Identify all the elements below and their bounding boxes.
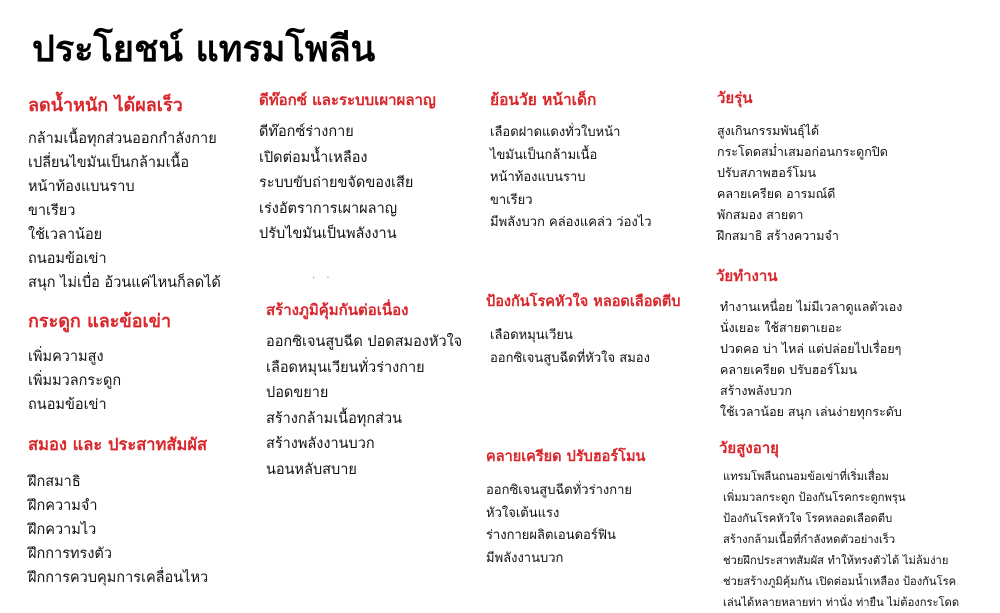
list-item: เพิ่มมวลกระดูก (28, 373, 122, 389)
list-item: มีพลังบวก คล่องแคล่ว ว่องไว (490, 215, 652, 230)
list-item: เร่งอัตราการเผาผลาญ (259, 200, 398, 217)
section-heading: คลายเครียด ปรับฮอร์โมน (486, 449, 646, 465)
section-working (716, 264, 902, 422)
list-item: กล้ามเนื้อทุกส่วนออกกำลังกาย (28, 131, 217, 147)
section-bones-knees (28, 306, 171, 417)
section-elderly (719, 436, 959, 613)
item-list (28, 470, 208, 590)
item-list (723, 466, 959, 613)
item-list (490, 122, 652, 235)
section-heading: ย้อนวัย หน้าเด็ก (490, 91, 597, 109)
section-heart (486, 290, 680, 370)
list-item: ฝึกสมาธิ สร้างความจำ (717, 228, 839, 243)
section-brain-nerves (28, 432, 208, 590)
stray-dots: . . (312, 270, 334, 281)
section-heading: วัยสูงอายุ (719, 439, 779, 457)
section-stress (486, 445, 645, 570)
list-item: หน้าท้องแบนราบ (490, 170, 586, 185)
list-item: ไขมันเป็นกล้ามเนื้อ (490, 147, 598, 163)
item-list (259, 120, 436, 248)
list-item: ถนอมข้อเข่า (28, 251, 107, 267)
list-item: ออกซิเจนสูบฉีดทั่วร่างกาย (486, 483, 633, 498)
list-item: ใช้เวลาน้อย สนุก เล่นง่ายทุกระดับ (720, 404, 902, 419)
list-item: เลือดหมุนเวียนทั่วร่างกาย (266, 359, 425, 376)
list-item: นอนหลับสบาย (266, 461, 357, 478)
item-list (490, 325, 680, 370)
list-item: ป้องกันโรคหัวใจ โรคหลอดเลือดตีบ (723, 512, 893, 525)
list-item: ฝึกความจำ (28, 498, 98, 514)
section-teen (717, 86, 888, 246)
list-item: ร่างกายผลิตเอนดอร์ฟิน (486, 528, 616, 543)
section-heading: ป้องกันโรคหัวใจ หลอดเลือดตีบ (486, 294, 681, 310)
section-heading: ลดน้ำหนัก ได้ผลเร็ว (28, 95, 183, 116)
list-item: สูงเกินกรรมพันธุ์ได้ (717, 123, 820, 138)
list-item: เลือดหมุนเวียน (490, 328, 573, 343)
list-item: ถนอมข้อเข่า (28, 397, 107, 413)
list-item: คลายเครียด ปรับฮอร์โมน (720, 362, 858, 377)
list-item: ฝึกความไว (28, 522, 97, 538)
list-item: มีพลังงานบวก (486, 550, 564, 566)
list-item: ปรับไขมันเป็นพลังงาน (259, 226, 397, 242)
item-list (720, 296, 902, 422)
list-item: ช่วยฝึกประสาทสัมผัส ทำให้ทรงตัวได้ ไม่ล้มง่าย (723, 554, 949, 567)
section-lose-weight (28, 90, 221, 295)
page-title: ประโยชน์ แทรมโพลีน (32, 29, 376, 70)
list-item: หน้าท้องแบนราบ (28, 179, 135, 195)
list-item: เพิ่มมวลกระดูก ป้องกันโรคกระดูกพรุน (723, 491, 906, 504)
section-immunity (266, 298, 462, 483)
list-item: แทรมโพลีนถนอมข้อเข่าที่เริ่มเสื่อม (723, 470, 889, 483)
list-item: เพิ่มความสูง (28, 349, 104, 365)
list-item: ฝึกสมาธิ (28, 474, 81, 490)
list-item: เปลี่ยนไขมันเป็นกล้ามเนื้อ (28, 155, 190, 171)
list-item: ขาเรียว (490, 192, 533, 208)
list-item: เลือดฝาดแดงทั่วใบหน้า (490, 125, 621, 140)
list-item: ระบบขับถ่ายขจัดของเสีย (259, 175, 414, 191)
list-item: สร้างกล้ามเนื้อที่กำลังหดตัวอย่างเร็ว (723, 533, 896, 546)
item-list (266, 330, 462, 483)
list-item: สร้างพลังบวก (720, 383, 792, 398)
item-list (28, 127, 221, 295)
list-item: ปวดคอ บ่า ไหล่ แต่ปล่อยไปเรื่อยๆ (720, 341, 902, 356)
section-heading: สมอง และ ประสาทสัมผัส (28, 435, 208, 454)
list-item: ปอดขยาย (266, 385, 329, 401)
list-item: พักสมอง สายตา (717, 207, 804, 222)
list-item: ปรับสภาพฮอร์โมน (717, 165, 817, 180)
list-item: ใช้เวลาน้อย (28, 227, 103, 243)
item-list (28, 345, 171, 417)
list-item: ขาเรียว (28, 203, 76, 219)
section-heading: วัยทำงาน (716, 267, 778, 285)
section-heading: ดีท๊อกซ์ และระบบเผาผลาญ (259, 91, 436, 109)
list-item: กระโดดสม่ำเสมอก่อนกระดูกปิด (717, 144, 888, 159)
list-item: นั่งเยอะ ใช้สายตาเยอะ (720, 320, 842, 335)
list-item: ทำงานเหนื่อย ไม่มีเวลาดูแลตัวเอง (720, 299, 903, 314)
list-item: หัวใจเต้นแรง (486, 505, 560, 521)
list-item: เปิดต่อมน้ำเหลือง (259, 149, 368, 166)
list-item: ดีท๊อกซ์ร่างกาย (259, 124, 354, 140)
list-item: ออกซิเจนสูบฉีด ปอดสมองหัวใจ (266, 334, 463, 350)
section-detox (259, 88, 436, 248)
list-item: สร้างพลังงานบวก (266, 436, 375, 452)
list-item: ฝึกการควบคุมการเคลื่อนไหว (28, 570, 209, 586)
section-heading: กระดูก และข้อเข่า (28, 311, 172, 332)
item-list (486, 480, 645, 570)
list-item: คลายเครียด อารมณ์ดี (717, 186, 836, 201)
section-heading: วัยรุ่น (717, 89, 753, 107)
list-item: ช่วยสร้างภูมิคุ้มกัน เปิดต่อมน้ำเหลือง ป้องกันโรค (723, 575, 957, 588)
list-item: สนุก ไม่เบื่อ อ้วนแค่ไหนก็ลดได้ (28, 275, 221, 291)
section-youthful (490, 87, 652, 235)
section-heading: สร้างภูมิคุ้มกันต่อเนื่อง (266, 301, 409, 319)
item-list (717, 120, 888, 246)
list-item: ออกซิเจนสูบฉีดที่หัวใจ สมอง (490, 350, 650, 366)
list-item: สร้างกล้ามเนื้อทุกส่วน (266, 410, 403, 427)
list-item: ฝึกการทรงตัว (28, 546, 112, 562)
list-item: เล่นได้หลายหลายท่า ท่านั่ง ท่ายืน ไม่ต้องกระโดด (723, 596, 960, 609)
